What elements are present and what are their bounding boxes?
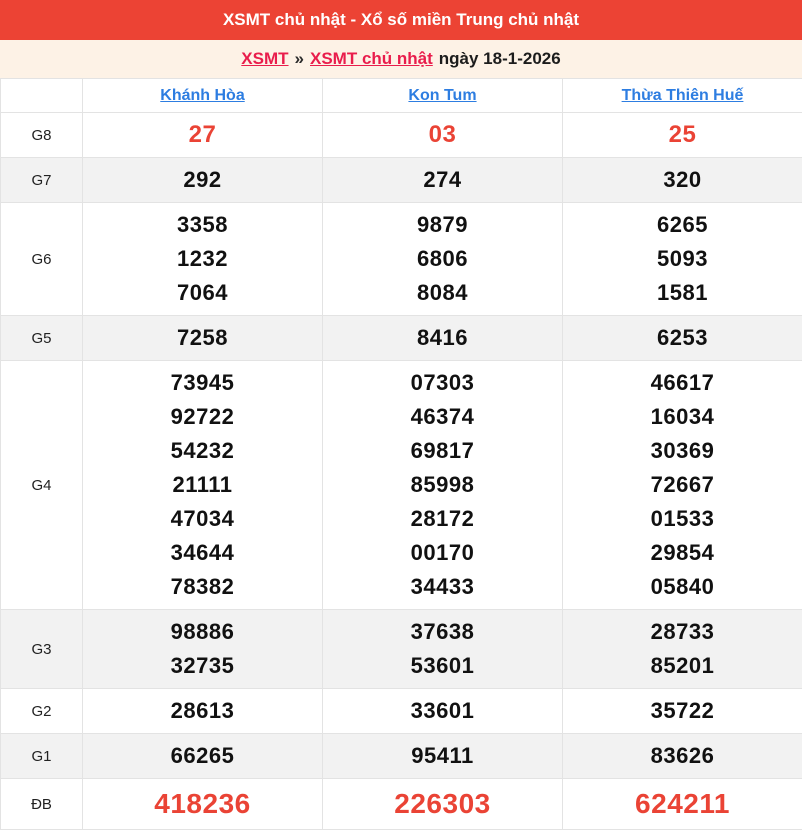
prize-cell (563, 734, 802, 779)
prize-value: 46374 (323, 400, 562, 434)
prize-cell (83, 113, 323, 158)
breadcrumb-link-xsmt-chu-nhat[interactable]: XSMT chủ nhật (310, 49, 433, 69)
table-row (1, 734, 802, 779)
prize-value: 6806 (323, 242, 562, 276)
prize-value: 8416 (323, 321, 562, 355)
prize-value: 78382 (83, 570, 322, 604)
prize-value: 34644 (83, 536, 322, 570)
results-table-header (1, 79, 802, 113)
prize-value: 28172 (323, 502, 562, 536)
prize-cell (563, 361, 802, 610)
prize-value: 33601 (323, 694, 562, 728)
prize-label: G2 (1, 689, 83, 734)
prize-cell (83, 689, 323, 734)
prize-value: 8084 (323, 276, 562, 310)
prize-value: 320 (563, 163, 802, 197)
prize-cell (563, 689, 802, 734)
prize-cell (83, 316, 323, 361)
breadcrumb (0, 40, 802, 78)
table-row (1, 610, 802, 689)
prize-cell (323, 158, 563, 203)
prize-cell (323, 203, 563, 316)
prize-cell (323, 610, 563, 689)
prize-value: 92722 (83, 400, 322, 434)
province-link-khanh-hoa[interactable]: Khánh Hòa (160, 87, 244, 104)
prize-value: 35722 (563, 694, 802, 728)
prize-value: 7064 (83, 276, 322, 310)
prize-value: 418236 (83, 784, 322, 824)
prize-value: 54232 (83, 434, 322, 468)
prize-cell (83, 158, 323, 203)
prize-value: 28613 (83, 694, 322, 728)
prize-value: 9879 (323, 208, 562, 242)
prize-cell (563, 203, 802, 316)
province-link-kon-tum[interactable]: Kon Tum (408, 87, 476, 104)
prize-value: 00170 (323, 536, 562, 570)
prize-value: 85998 (323, 468, 562, 502)
prize-value: 6265 (563, 208, 802, 242)
page-title: XSMT chủ nhật - Xổ số miền Trung chủ nhật (223, 10, 579, 30)
prize-value: 85201 (563, 649, 802, 683)
prize-value: 95411 (323, 739, 562, 773)
prize-value: 1581 (563, 276, 802, 310)
prize-cell (323, 779, 563, 830)
prize-value: 624211 (563, 784, 802, 824)
prize-label: G6 (1, 203, 83, 316)
prize-label: G4 (1, 361, 83, 610)
prize-value: 98886 (83, 615, 322, 649)
page-title-banner (0, 0, 802, 40)
prize-value: 1232 (83, 242, 322, 276)
prize-value: 66265 (83, 739, 322, 773)
prize-cell (323, 316, 563, 361)
prize-value: 03 (323, 118, 562, 152)
breadcrumb-separator: » (295, 49, 304, 69)
prize-label: G7 (1, 158, 83, 203)
prize-value: 7258 (83, 321, 322, 355)
prize-label: G5 (1, 316, 83, 361)
prize-value: 3358 (83, 208, 322, 242)
prize-value: 29854 (563, 536, 802, 570)
prize-table-body (1, 113, 802, 830)
prize-value: 5093 (563, 242, 802, 276)
column-header-khanh-hoa (83, 79, 323, 113)
prize-value: 27 (83, 118, 322, 152)
prize-cell (563, 316, 802, 361)
breadcrumb-date: ngày 18-1-2026 (439, 49, 561, 69)
prize-cell (83, 779, 323, 830)
prize-value: 25 (563, 118, 802, 152)
table-row (1, 779, 802, 830)
prize-value: 292 (83, 163, 322, 197)
prize-cell (563, 779, 802, 830)
prize-cell (563, 158, 802, 203)
table-row (1, 361, 802, 610)
prize-value: 274 (323, 163, 562, 197)
prize-cell (83, 203, 323, 316)
prize-value: 01533 (563, 502, 802, 536)
prize-cell (563, 610, 802, 689)
prize-label: ĐB (1, 779, 83, 830)
table-row (1, 203, 802, 316)
prize-value: 73945 (83, 366, 322, 400)
prize-value: 226303 (323, 784, 562, 824)
prize-value: 46617 (563, 366, 802, 400)
corner-cell (1, 79, 83, 113)
prize-value: 72667 (563, 468, 802, 502)
prize-value: 30369 (563, 434, 802, 468)
prize-value: 37638 (323, 615, 562, 649)
table-row (1, 113, 802, 158)
prize-cell (323, 361, 563, 610)
prize-cell (83, 734, 323, 779)
prize-label: G3 (1, 610, 83, 689)
province-link-thua-thien-hue[interactable]: Thừa Thiên Huế (622, 87, 744, 104)
prize-value: 53601 (323, 649, 562, 683)
prize-label: G1 (1, 734, 83, 779)
prize-cell (83, 610, 323, 689)
column-header-thua-thien-hue (563, 79, 802, 113)
prize-cell (323, 113, 563, 158)
breadcrumb-link-xsmt[interactable]: XSMT (241, 49, 288, 69)
prize-cell (323, 734, 563, 779)
prize-value: 34433 (323, 570, 562, 604)
results-table (0, 78, 802, 830)
column-header-kon-tum (323, 79, 563, 113)
prize-value: 16034 (563, 400, 802, 434)
prize-value: 21111 (83, 468, 322, 502)
prize-value: 47034 (83, 502, 322, 536)
prize-value: 6253 (563, 321, 802, 355)
prize-value: 83626 (563, 739, 802, 773)
table-row (1, 158, 802, 203)
prize-value: 69817 (323, 434, 562, 468)
prize-label: G8 (1, 113, 83, 158)
prize-value: 07303 (323, 366, 562, 400)
prize-value: 05840 (563, 570, 802, 604)
prize-cell (563, 113, 802, 158)
prize-value: 28733 (563, 615, 802, 649)
table-row (1, 689, 802, 734)
table-row (1, 316, 802, 361)
prize-cell (83, 361, 323, 610)
prize-cell (323, 689, 563, 734)
prize-value: 32735 (83, 649, 322, 683)
